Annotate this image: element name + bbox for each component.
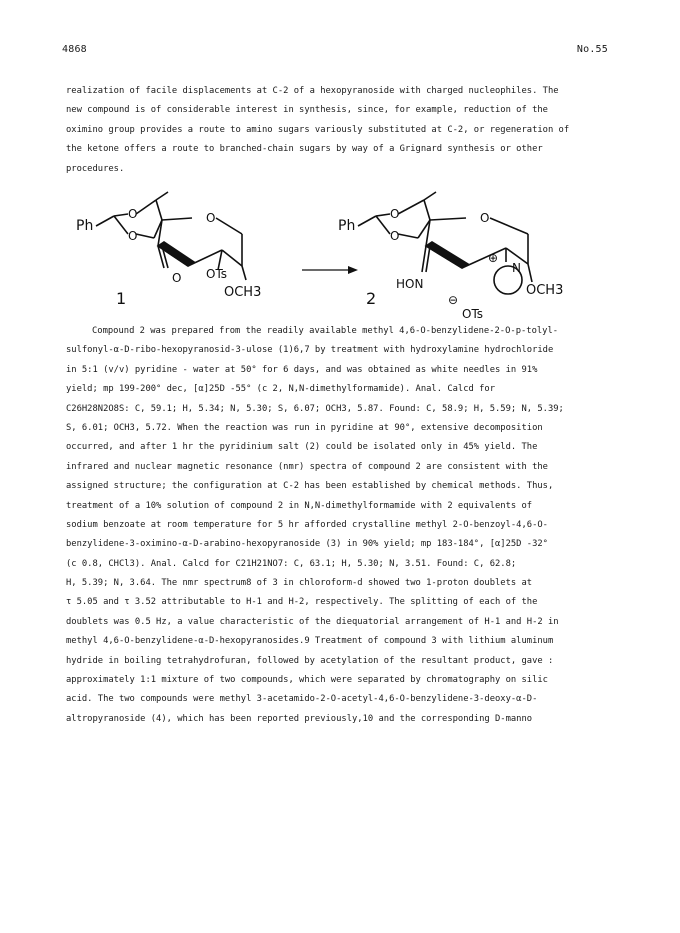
page-number: 4868 bbox=[62, 44, 87, 55]
o-label-1b: O bbox=[128, 229, 138, 243]
hon-label-2: HON bbox=[396, 277, 424, 291]
text-line: methyl 4,6-O-benzylidene-α-D-hexopyranosides.9 Treatment of compound 3 with lithium aluminum bbox=[66, 636, 554, 647]
ring-oxygen-2: O bbox=[480, 211, 490, 225]
text-line: in 5:1 (v/v) pyridine - water at 50° for 6 days, and was obtained as white needles in 91% bbox=[66, 364, 538, 375]
o-label-2b: O bbox=[390, 229, 400, 243]
text-line: H, 5.39; N, 3.64. The nmr spectrum8 of 3 in chloroform-d showed two 1-proton doublets at bbox=[66, 578, 533, 589]
ots-label-1: OTs bbox=[206, 267, 228, 281]
journal-issue: No.55 bbox=[576, 44, 608, 55]
text-line: hydride in boiling tetrahydrofuran, followed by acetylation of the resultant product, gave : bbox=[66, 655, 554, 666]
text-line: S, 6.01; OCH3, 5.72. When the reaction was run in pyridine at 90°, extensive decomposition bbox=[66, 422, 543, 433]
reaction-scheme bbox=[66, 190, 618, 320]
text-line: sulfonyl-α-D-ribo-hexopyranosid-3-ulose (1)6,7 by treatment with hydroxylamine hydrochloride bbox=[66, 345, 554, 356]
text-line: Compound 2 was prepared from the readily available methyl 4,6-O-benzylidene-2-O-p-tolyl- bbox=[92, 326, 559, 336]
o-label-2a: O bbox=[390, 207, 400, 221]
text-line: τ 5.05 and τ 3.52 attributable to H-1 and H-2, respectively. The splitting of each of the bbox=[66, 597, 538, 608]
n-label-2: N bbox=[512, 261, 521, 275]
text-line: acid. The two compounds were methyl 3-acetamido-2-O-acetyl-4,6-O-benzylidene-3-deoxy-α-D- bbox=[66, 694, 538, 705]
text-line: infrared and nuclear magnetic resonance (nmr) spectra of compound 2 are consistent with the bbox=[66, 461, 548, 472]
paragraph-main bbox=[66, 322, 618, 729]
och3-label-2: OCH3 bbox=[526, 283, 564, 298]
text-line: doublets was 0.5 Hz, a value characteristic of the diequatorial arrangement of H-1 and H-2 in bbox=[66, 616, 559, 627]
plus-charge-2: ⊕ bbox=[488, 251, 499, 265]
paragraph-top bbox=[66, 82, 618, 179]
text-line: occurred, and after 1 hr the pyridinium salt (2) could be isolated only in 45% yield. The bbox=[66, 442, 538, 453]
o-label-1a: O bbox=[128, 207, 138, 221]
text-line: C26H28N2O8S: C, 59.1; H, 5.34; N, 5.30; S, 6.07; OCH3, 5.87. Found: C, 58.9; H, 5.59; N, 5.39; bbox=[66, 403, 564, 414]
text-line: procedures. bbox=[66, 163, 125, 174]
och3-label-1: OCH3 bbox=[224, 285, 262, 300]
text-line: the ketone offers a route to branched-chain sugars by way of a Grignard synthesis or other bbox=[66, 144, 543, 155]
keto-oxygen-1: O bbox=[172, 271, 182, 285]
reaction-arrow bbox=[302, 266, 358, 274]
text-line: yield; mp 199-200° dec, [α]25D -55° (c 2, N,N-dimethylformamide). Anal. Calcd for bbox=[66, 384, 495, 395]
text-line: (c 0.8, CHCl3). Anal. Calcd for C21H21NO7: C, 63.1; H, 5.30; N, 3.51. Found: C, 62.8; bbox=[66, 558, 517, 569]
compound-number-1: 1 bbox=[116, 289, 127, 308]
text-line: approximately 1:1 mixture of two compounds, which were separated by chromatography on silic bbox=[66, 675, 548, 686]
structure-2 bbox=[358, 192, 532, 294]
ph-label-2: Ph bbox=[338, 218, 356, 234]
reaction-scheme-svg bbox=[66, 190, 618, 320]
text-line: altropyranoside (4), which has been reported previously,10 and the corresponding D-manno bbox=[66, 713, 533, 724]
text-line: oximino group provides a route to amino sugars variously substituted at C-2, or regeneration of bbox=[66, 124, 570, 135]
text-line: sodium benzoate at room temperature for 5 hr afforded crystalline methyl 2-O-benzoyl-4,6-O- bbox=[66, 519, 548, 530]
compound-number-2: 2 bbox=[366, 289, 377, 308]
text-line: benzylidene-3-oximino-α-D-arabino-hexopyranoside (3) in 90% yield; mp 183-184°, [α]25D -32° bbox=[66, 539, 548, 550]
ph-label-1: Ph bbox=[76, 218, 94, 234]
ring-oxygen-1: O bbox=[206, 211, 216, 225]
text-line: realization of facile displacements at C-2 of a hexopyranoside with charged nucleophiles. The bbox=[66, 86, 559, 96]
ots-label-2: OTs bbox=[462, 307, 484, 320]
minus-charge-2: ⊖ bbox=[448, 293, 459, 307]
text-line: new compound is of considerable interest in synthesis, since, for example, reduction of the bbox=[66, 105, 548, 116]
text-line: treatment of a 10% solution of compound 2 in N,N-dimethylformamide with 2 equivalents of bbox=[66, 500, 533, 511]
text-line: assigned structure; the configuration at C-2 has been established by chemical methods. Thus, bbox=[66, 481, 554, 492]
